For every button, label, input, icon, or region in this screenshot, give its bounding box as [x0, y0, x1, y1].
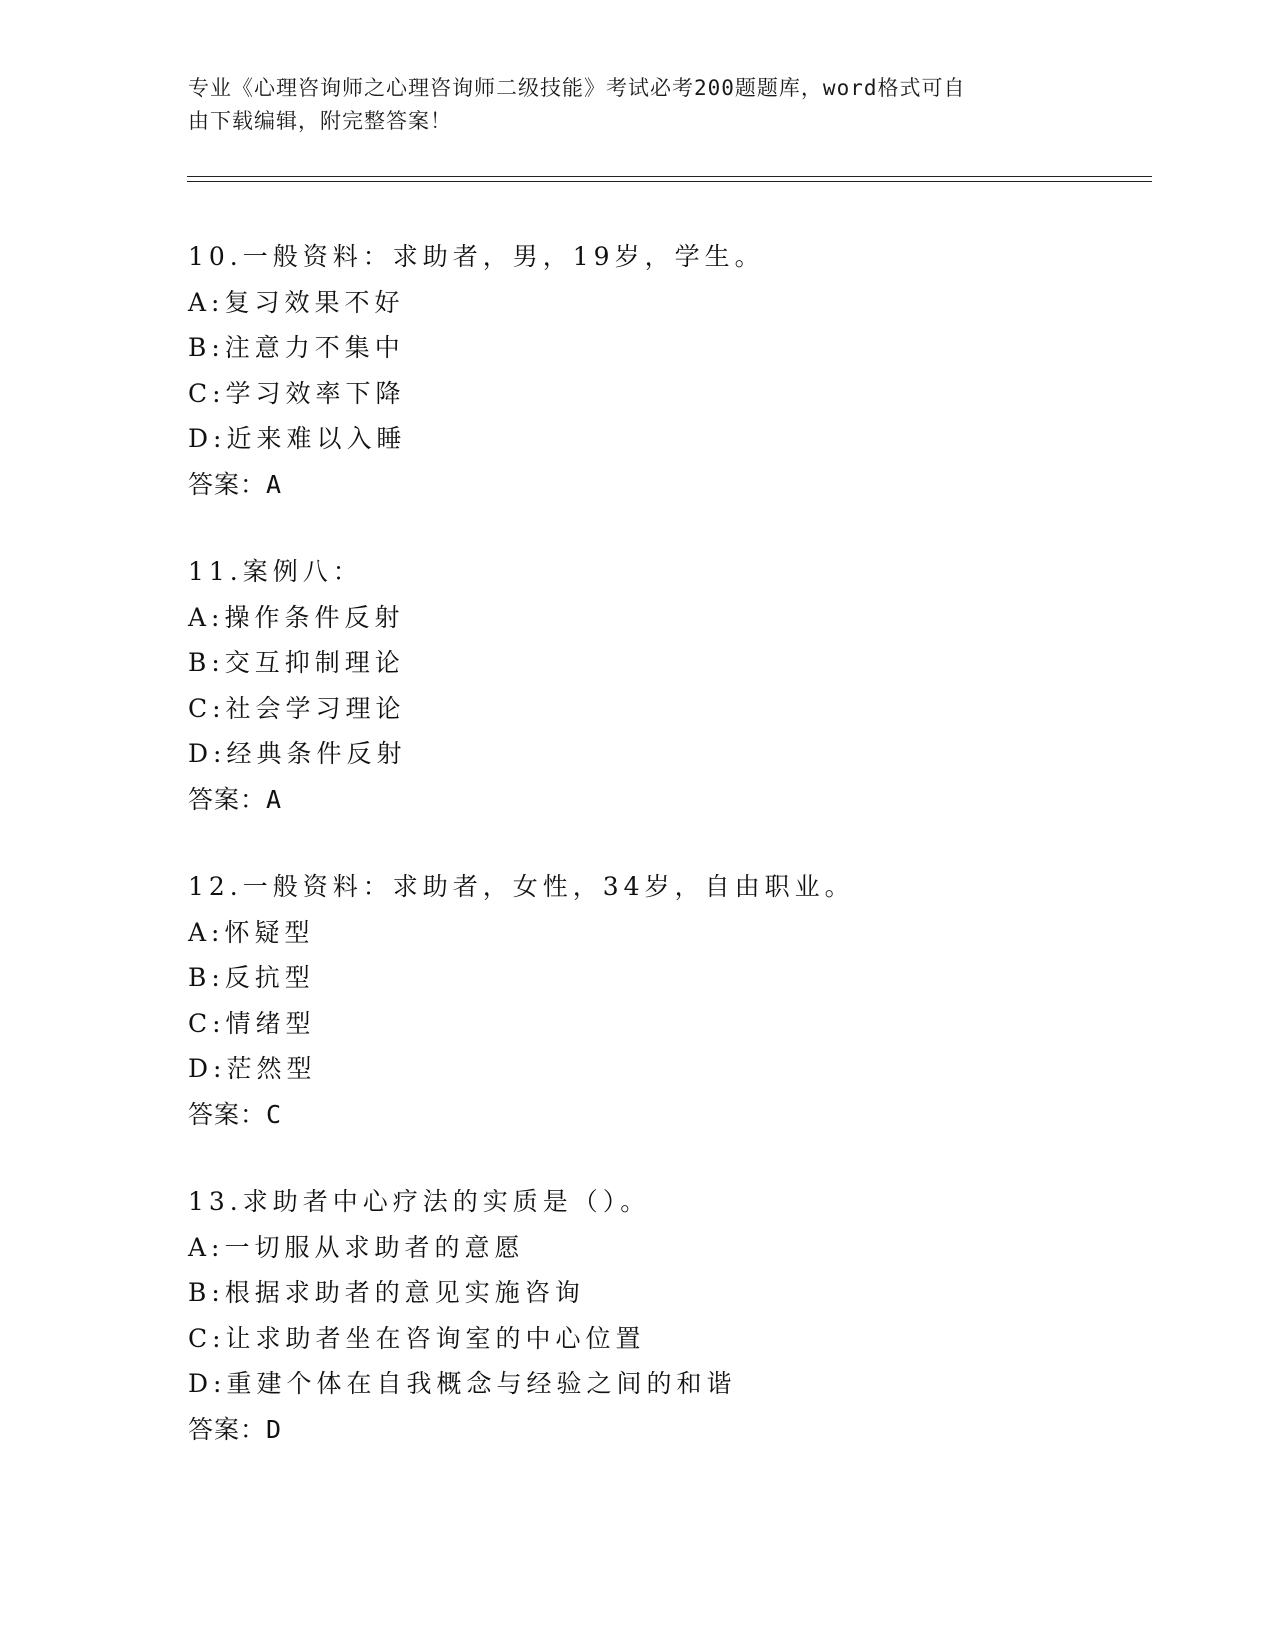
option-c: C:学习效率下降 [188, 378, 406, 408]
option-a: A:操作条件反射 [188, 602, 405, 632]
option-b: B:注意力不集中 [188, 333, 405, 362]
header-divider-bottom [187, 181, 1152, 182]
option-a: A:复习效果不好 [188, 287, 405, 317]
answer: 答案：D [188, 1414, 283, 1444]
question-stem: 11.案例八： [188, 557, 363, 586]
answer: 答案：C [188, 1099, 283, 1129]
document-header [188, 72, 1068, 138]
option-c: C:让求助者坐在咨询室的中心位置 [188, 1323, 646, 1353]
question-12 [188, 864, 1168, 1137]
option-b: B:根据求助者的意见实施咨询 [188, 1278, 585, 1307]
header-line-2: 由下载编辑，附完整答案！ [188, 109, 452, 133]
question-11 [188, 549, 1168, 822]
option-c: C:社会学习理论 [188, 693, 406, 723]
question-list [188, 234, 1168, 1494]
option-b: B:反抗型 [188, 963, 315, 992]
option-d: D:近来难以入睡 [188, 424, 407, 453]
answer: 答案：A [188, 784, 283, 814]
question-stem: 12.一般资料：求助者，女性，34岁，自由职业。 [188, 872, 855, 901]
option-a: A:怀疑型 [188, 917, 315, 947]
option-d: D:经典条件反射 [188, 739, 407, 768]
option-d: D:茫然型 [188, 1054, 317, 1083]
question-stem: 13.求助者中心疗法的实质是（）。 [188, 1187, 651, 1216]
answer: 答案：A [188, 469, 283, 499]
question-13 [188, 1179, 1168, 1452]
option-c: C:情绪型 [188, 1008, 316, 1038]
option-b: B:交互抑制理论 [188, 648, 405, 677]
option-a: A:一切服从求助者的意愿 [188, 1232, 525, 1262]
option-d: D:重建个体在自我概念与经验之间的和谐 [188, 1369, 737, 1398]
header-divider-top [187, 176, 1152, 177]
header-line-1: 专业《心理咨询师之心理咨询师二级技能》考试必考200题题库，word格式可自 [188, 76, 966, 100]
question-10 [188, 234, 1168, 507]
question-stem: 10.一般资料：求助者，男，19岁，学生。 [188, 242, 765, 271]
